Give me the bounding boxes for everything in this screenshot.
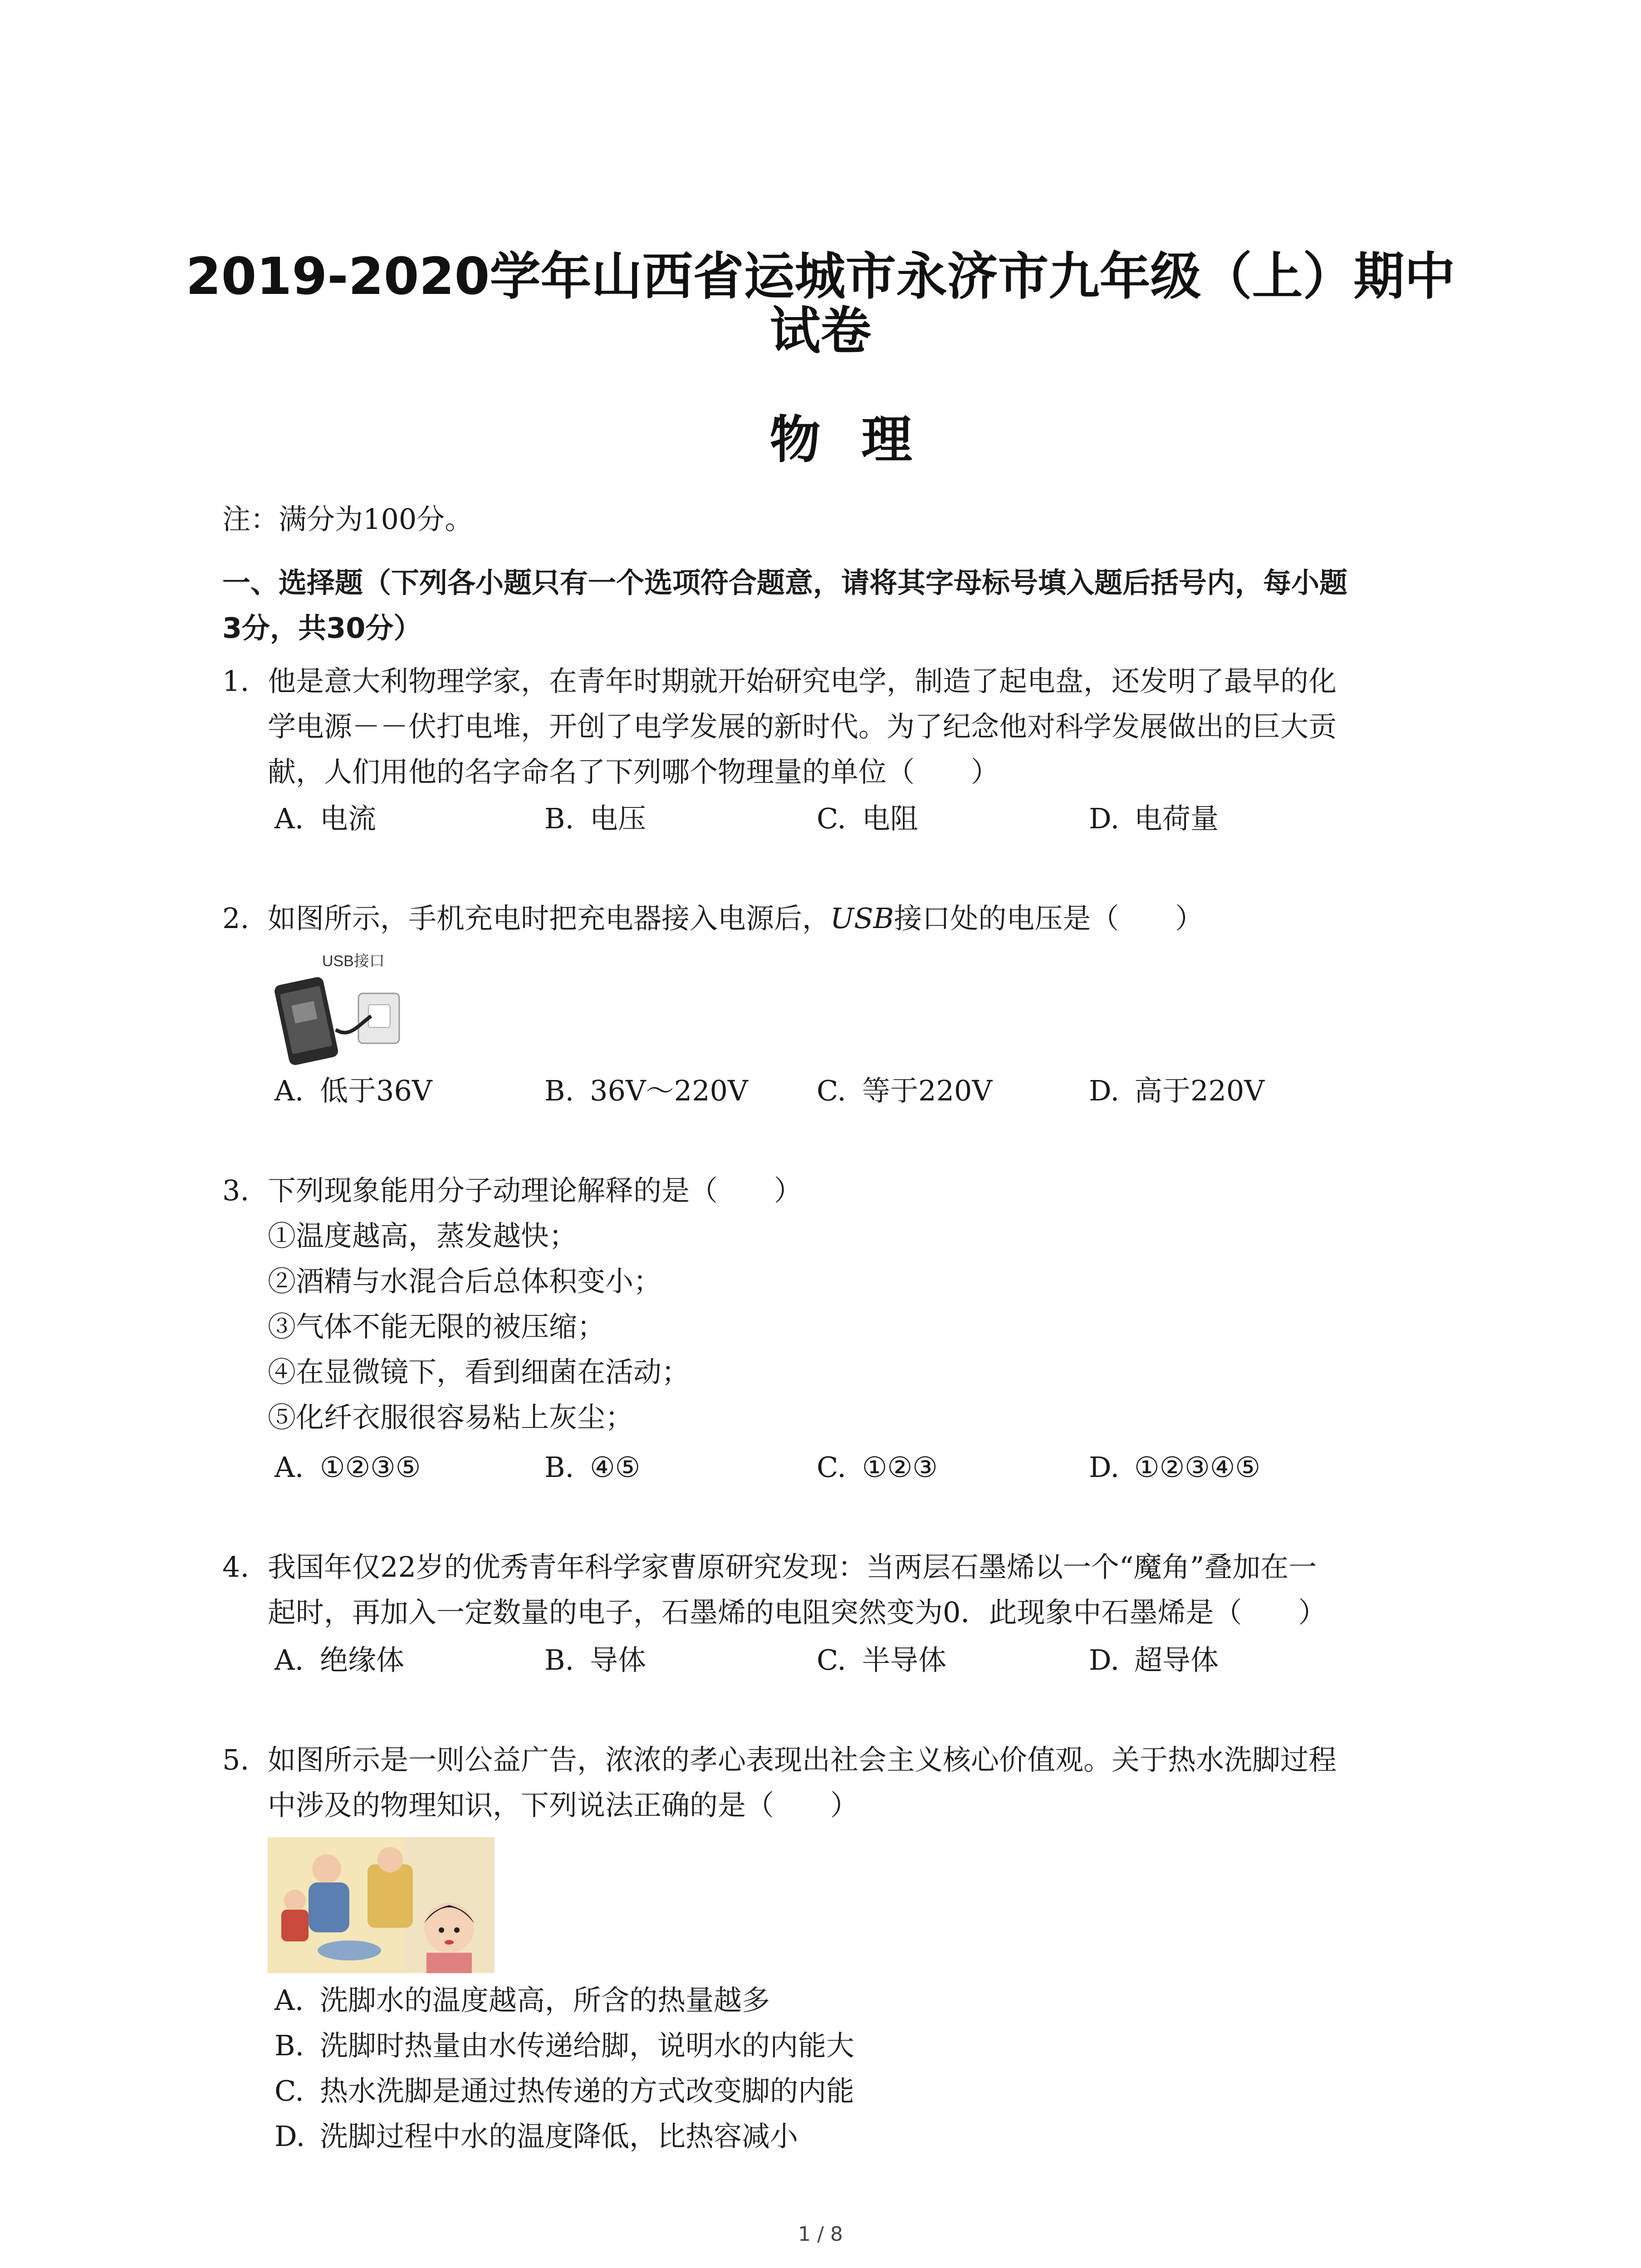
question-text-line: 下列现象能用分子动理论解释的是（ ） — [268, 1174, 803, 1207]
exam-title-line1: 2019-2020学年山西省运城市永济市九年级（上）期中 — [186, 247, 1455, 306]
question-number: 2. — [222, 902, 250, 935]
question-number: 4. — [222, 1550, 250, 1584]
phone-charger-image — [268, 948, 413, 1066]
option-a: A. ①②③⑤ — [274, 1451, 421, 1484]
statement-5: ⑤化纤衣服很容易粘上灰尘； — [268, 1401, 634, 1434]
option-b: B. 洗脚时热量由水传递给脚，说明水的内能大 — [274, 2029, 855, 2062]
option-b: B. 电压 — [544, 802, 647, 835]
subject-title: 物理 — [769, 411, 953, 469]
option-b: B. 导体 — [544, 1643, 647, 1677]
question-text-line: 献，人们用他的名字命名了下列哪个物理量的单位（ ） — [268, 755, 999, 788]
exam-title-line2: 试卷 — [769, 302, 872, 361]
question-text-line: 学电源－－伏打电堆，开创了电学发展的新时代。为了纪念他对科学发展做出的巨大贡 — [268, 710, 1337, 743]
option-c: C. ①②③ — [817, 1451, 938, 1484]
statement-3: ③气体不能无限的被压缩； — [268, 1310, 606, 1343]
section-heading-line1: 一、选择题（下列各小题只有一个选项符合题意，请将其字母标号填入题后括号内，每小题 — [222, 566, 1348, 599]
option-d: D. 洗脚过程中水的温度降低，比热容减小 — [274, 2120, 798, 2153]
option-a: A. 电流 — [274, 802, 377, 835]
option-c: C. 半导体 — [817, 1643, 947, 1677]
option-c: C. 电阻 — [817, 802, 919, 835]
page-number: 1 / 8 — [798, 2223, 843, 2246]
option-c: C. 热水洗脚是通过热传递的方式改变脚的内能 — [274, 2074, 855, 2107]
question-text-line: 我国年仅22岁的优秀青年科学家曹原研究发现：当两层石墨烯以一个“魔角”叠加在一 — [268, 1550, 1317, 1584]
question-number: 5. — [222, 1743, 250, 1776]
question-text-line: 如图所示，手机充电时把充电器接入电源后，USB接口处的电压是（ ） — [268, 902, 1204, 935]
option-a: A. 洗脚水的温度越高，所含的热量越多 — [274, 1984, 770, 2017]
statement-1: ①温度越高，蒸发越快； — [268, 1219, 578, 1252]
question-text-line: 他是意大利物理学家，在青年时期就开始研究电学，制造了起电盘，还发明了最早的化 — [268, 665, 1337, 698]
option-d: D. 电荷量 — [1089, 802, 1219, 835]
statement-2: ②酒精与水混合后总体积变小； — [268, 1265, 662, 1298]
option-c: C. 等于220V — [817, 1074, 993, 1107]
option-d: D. ①②③④⑤ — [1089, 1451, 1260, 1484]
option-a: A. 绝缘体 — [274, 1643, 405, 1677]
score-note: 注：满分为100分。 — [222, 503, 473, 536]
option-d: D. 超导体 — [1089, 1643, 1219, 1677]
question-number: 3. — [222, 1174, 250, 1207]
usb-label: USB接口 — [322, 953, 385, 970]
section-heading-line2: 3分，共30分） — [222, 611, 422, 645]
question-text-line: 起时，再加入一定数量的电子，石墨烯的电阻突然变为0．此现象中石墨烯是（ ） — [268, 1596, 1327, 1629]
foot-washing-poster-image — [268, 1837, 495, 1973]
option-a: A. 低于36V — [274, 1074, 432, 1107]
question-number: 1. — [222, 665, 250, 698]
question-text-line: 中涉及的物理知识，下列说法正确的是（ ） — [268, 1789, 859, 1822]
option-b: B. 36V～220V — [544, 1074, 748, 1107]
question-text-line: 如图所示是一则公益广告，浓浓的孝心表现出社会主义核心价值观。关于热水洗脚过程 — [268, 1743, 1337, 1776]
option-d: D. 高于220V — [1089, 1074, 1265, 1107]
statement-4: ④在显微镜下，看到细菌在活动； — [268, 1355, 690, 1388]
option-b: B. ④⑤ — [544, 1451, 641, 1484]
